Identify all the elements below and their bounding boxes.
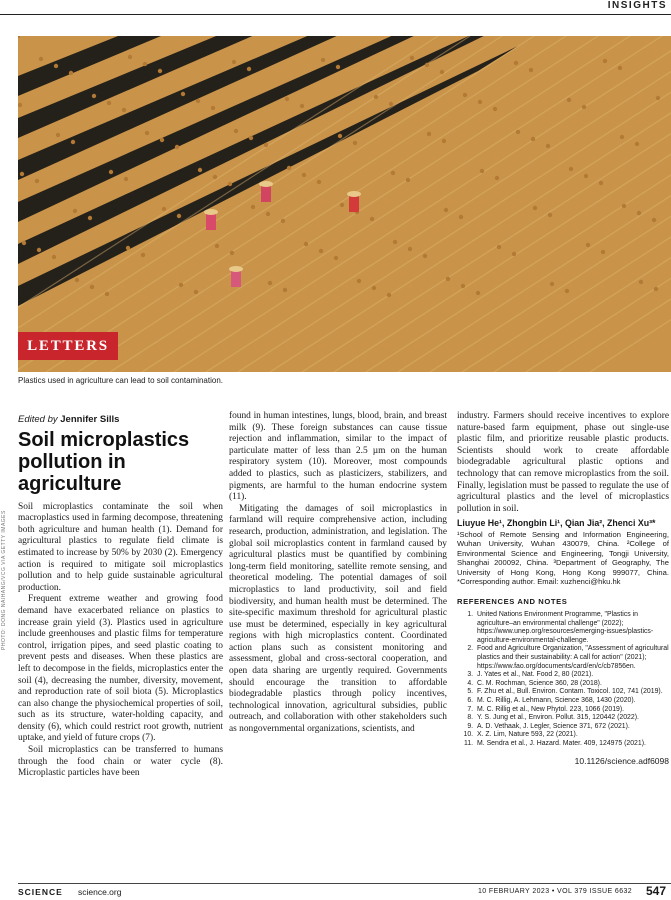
straw-tuft xyxy=(71,140,75,144)
straw-tuft xyxy=(177,214,181,218)
straw-tuft xyxy=(18,103,22,107)
straw-tuft xyxy=(285,97,289,101)
straw-tuft xyxy=(88,216,92,220)
paragraph: Mitigating the damages of soil microplastics in farmland will require comprehensive action, including research, production, administration, and legislation. The global soil microplastics content in farmland caused by agricultural plastics must be quantified by combining long-term field monitoring, satellite remote sensing, and theoretical modeling. The potential damages of soil microplastics to land productivity, soil and field biodiversity, and human health must be determined. The site-specific maximum threshold for agricultural plastic use must be determined, especially in key agricultural regions with high microplastics content. Coordinated action plans such as consistent monitoring and assessment, global and cross-sectoral cooperation, and open data sharing are urgently required. Governments should encourage the transition to affordable biodegradable plastics through policy incentives, technological innovation, agricultural subsidies, public outreach, and collaboration with other stakeholders such as nongovernmental organizations, scientists, and xyxy=(229,503,447,735)
straw-tuft xyxy=(622,204,626,208)
straw-tuft xyxy=(357,279,361,283)
references-heading: REFERENCES AND NOTES xyxy=(457,597,568,607)
straw-tuft xyxy=(601,250,605,254)
reference-item: 6. M. C. Rillig, A. Lehmann, Science 368, 1430 (2020). xyxy=(475,697,669,706)
straw-tuft xyxy=(321,58,325,62)
straw-tuft xyxy=(264,143,268,147)
straw-tuft xyxy=(639,280,643,284)
straw-tuft xyxy=(56,133,60,137)
reference-item: 7. M. C. Rillig et al., New Phytol. 223, 1066 (2019). xyxy=(475,706,669,715)
reference-item: 4. C. M. Rochman, Science 360, 28 (2018). xyxy=(475,680,669,689)
straw-tuft xyxy=(181,92,185,96)
straw-tuft xyxy=(37,248,41,252)
straw-tuft xyxy=(234,129,238,133)
farmer-figure xyxy=(347,191,361,212)
straw-tuft xyxy=(198,168,202,172)
straw-tuft xyxy=(478,100,482,104)
paragraph: Frequent extreme weather and growing food demand have exacerbated reliance on plastics to increase grain yield (3). Plastics used in agriculture include greenhouses and plastic films for temperature control, irrigation pipes, and seed plastic coating to prevent pests and diseases. When these plastics are left to decompose in the fields, microplastics enter the soil (4), decreasing the number, diversity, movement, and reproduction rate of soil biota (5). Microplastics can also change the physiochemical properties of soil, such as its structure, water-holding capacity, and density (6), which could restrict root growth, nutrient uptake, and yield of future crops (7). xyxy=(18,594,223,744)
straw-tuft xyxy=(194,290,198,294)
straw-tuft xyxy=(372,286,376,290)
straw-tuft xyxy=(128,55,132,59)
straw-tuft xyxy=(126,246,130,250)
straw-tuft xyxy=(391,171,395,175)
straw-tuft xyxy=(124,177,128,181)
edited-by-prefix: Edited by xyxy=(18,414,58,425)
paragraph: Soil microplastics can be transferred to humans through the food chain or water cycle (8). Microplastic particles have been xyxy=(18,745,223,779)
straw-tuft xyxy=(158,69,162,73)
straw-tuft xyxy=(230,251,234,255)
farmer-body xyxy=(206,214,216,230)
farmer-figure xyxy=(259,181,273,202)
doi: 10.1126/science.adf6098 xyxy=(574,756,669,767)
straw-tuft xyxy=(514,61,518,65)
straw-tuft xyxy=(175,145,179,149)
straw-tuft xyxy=(317,180,321,184)
column-1 xyxy=(18,414,223,780)
straw-tuft xyxy=(145,131,149,135)
straw-tuft xyxy=(620,135,624,139)
straw-tuft xyxy=(423,254,427,258)
column-2 xyxy=(229,411,447,736)
references-list xyxy=(457,611,669,749)
straw-tuft xyxy=(20,172,24,176)
section-tag: INSIGHTS xyxy=(607,0,667,11)
footer-site: science.org xyxy=(78,887,122,897)
straw-tuft xyxy=(54,64,58,68)
straw-tuft xyxy=(281,219,285,223)
straw-tuft xyxy=(353,141,357,145)
footer-journal: SCIENCE xyxy=(18,887,63,897)
straw-tuft xyxy=(512,252,516,256)
straw-tuft xyxy=(406,178,410,182)
top-rule xyxy=(0,14,671,15)
straw-tuft xyxy=(283,288,287,292)
straw-tuft xyxy=(52,255,56,259)
straw-tuft xyxy=(389,102,393,106)
straw-tuft xyxy=(569,167,573,171)
column-3 xyxy=(457,411,669,768)
straw-tuft xyxy=(567,98,571,102)
straw-tuft xyxy=(228,182,232,186)
straw-tuft xyxy=(92,94,96,98)
straw-tuft xyxy=(107,101,111,105)
letters-badge: LETTERS xyxy=(18,332,118,360)
editor-name: Jennifer Sills xyxy=(60,414,120,425)
straw-tuft xyxy=(196,99,200,103)
straw-tuft xyxy=(548,213,552,217)
field-illustration xyxy=(18,36,671,372)
footer-issue: 10 FEBRUARY 2023 • VOL 379 ISSUE 6632 xyxy=(478,888,633,895)
farmer-hat xyxy=(259,181,273,187)
feature-photo xyxy=(18,36,671,372)
straw-tuft xyxy=(75,278,79,282)
article-title: Soil microplastics pollution in agriculture xyxy=(18,428,190,495)
straw-tuft xyxy=(247,67,251,71)
reference-item: 10. X. Z. Lim, Nature 593, 22 (2021). xyxy=(475,731,669,740)
straw-tuft xyxy=(427,132,431,136)
straw-tuft xyxy=(635,142,639,146)
reference-item: 2. Food and Agriculture Organization, "Assessment of agricultural plastics and their sustainability: A call for action" (2021); https://www.fao.org/documents/card/en/c/cb7856en. xyxy=(475,645,669,671)
straw-tuft xyxy=(302,173,306,177)
straw-tuft xyxy=(35,179,39,183)
straw-tuft xyxy=(122,108,126,112)
paragraph: Soil microplastics contaminate the soil when macroplastics used in farming decompose, threatening both agriculture and human health (1). Demand for agricultural plastics to regulate field climate is estimated to increase by 50% by 2030 (2). Emergency action is required to mitigate soil microplastics pollution and to help guide sustainable agricultural production. xyxy=(18,501,223,593)
reference-item: 1. United Nations Environment Programme, "Plastics in agriculture–an environmental challenge" (2022); https://www.unep.org/resources/emerging-issues/plastics-agriculture-environmental-challenge. xyxy=(475,611,669,645)
straw-tuft xyxy=(266,212,270,216)
farmer-hat xyxy=(229,266,243,272)
straw-tuft xyxy=(179,283,183,287)
straw-tuft xyxy=(410,56,414,60)
paragraph: industry. Farmers should receive incentives to explore nature-based farm equipment, phase out single-use plastic film, and prioritize reusable plastic products. Scientists should work to create affordable biodegradable agricultural plastic options and technology that can remove microplastics from the soil. Finally, legislation must be passed to regulate the use of agricultural plastics and the level of microplastics pollution in soil. xyxy=(457,411,669,514)
straw-tuft xyxy=(446,277,450,281)
straw-tuft xyxy=(336,65,340,69)
straw-tuft xyxy=(160,138,164,142)
straw-tuft xyxy=(444,208,448,212)
straw-tuft xyxy=(105,292,109,296)
straw-tuft xyxy=(652,218,656,222)
straw-tuft xyxy=(232,60,236,64)
farmer-figure xyxy=(204,209,218,230)
edited-by xyxy=(18,414,223,426)
straw-tuft xyxy=(393,240,397,244)
straw-tuft xyxy=(654,287,658,291)
farmer-hat xyxy=(204,209,218,215)
straw-tuft xyxy=(374,95,378,99)
straw-tuft xyxy=(599,181,603,185)
straw-tuft xyxy=(533,206,537,210)
straw-tuft xyxy=(69,71,73,75)
straw-tuft xyxy=(268,281,272,285)
farmer-hat xyxy=(347,191,361,197)
straw-tuft xyxy=(300,104,304,108)
straw-tuft xyxy=(495,176,499,180)
straw-tuft xyxy=(516,130,520,134)
straw-tuft xyxy=(584,174,588,178)
straw-tuft xyxy=(90,285,94,289)
straw-tuft xyxy=(141,253,145,257)
straw-tuft xyxy=(440,70,444,74)
straw-tuft xyxy=(408,247,412,251)
page-number: 547 xyxy=(646,884,667,898)
straw-tuft xyxy=(215,244,219,248)
farmer-body xyxy=(261,186,271,202)
straw-tuft xyxy=(497,245,501,249)
straw-tuft xyxy=(476,291,480,295)
straw-tuft xyxy=(304,242,308,246)
straw-tuft xyxy=(387,293,391,297)
affiliations: ¹School of Remote Sensing and Information Engineering, Wuhan University, Wuhan 430079, China. ²College of Environmental Science and Engineering, Tongji University, Shanghai 200092, China. ³Department of Geography, The University of Hong Kong, Hong Kong 999077, China. *Corresponding author. Email: xuzhenci@hku.hk xyxy=(457,529,669,586)
straw-tuft xyxy=(319,249,323,253)
straw-tuft xyxy=(442,139,446,143)
straw-tuft xyxy=(529,68,533,72)
paragraph: found in human intestines, lungs, blood, brain, and breast milk (9). These foreign substances can cause tissue rejection and inflammation, similar to the impact of particulate matter of less than 2.5 µm on the human respiratory system (10). Moreover, most compounds added to plastics, such as plasticizers, stabilizers, and pigments, are harmful to the human endocrine system (11). xyxy=(229,411,447,503)
straw-tuft xyxy=(656,96,660,100)
straw-tuft xyxy=(73,209,77,213)
straw-tuft xyxy=(251,205,255,209)
straw-tuft xyxy=(109,170,113,174)
reference-item: 9. A. D. Vethaak, J. Legler, Science 371, 672 (2021). xyxy=(475,723,669,732)
straw-tuft xyxy=(463,93,467,97)
straw-tuft xyxy=(334,256,338,260)
reference-item: 11. M. Sendra et al., J. Hazard. Mater. 409, 124975 (2021). xyxy=(475,740,669,749)
straw-tuft xyxy=(22,241,26,245)
straw-tuft xyxy=(211,106,215,110)
straw-tuft xyxy=(213,175,217,179)
straw-tuft xyxy=(531,137,535,141)
straw-tuft xyxy=(287,166,291,170)
reference-item: 5. F. Zhu et al., Bull. Environ. Contam. Toxicol. 102, 741 (2019). xyxy=(475,688,669,697)
reference-item: 8. Y. S. Jung et al., Environ. Pollut. 315, 120442 (2022). xyxy=(475,714,669,723)
straw-tuft xyxy=(637,211,641,215)
photo-credit: PHOTO: DONG NAIHANG/VCG VIA GETTY IMAGES xyxy=(1,510,7,650)
photo-caption: Plastics used in agriculture can lead to soil contamination. xyxy=(18,376,223,385)
straw-tuft xyxy=(586,243,590,247)
author-list: Liuyue He¹, Zhongbin Li¹, Qian Jia², Zhenci Xu³* xyxy=(457,518,656,529)
straw-tuft xyxy=(546,144,550,148)
straw-tuft xyxy=(39,57,43,61)
farmer-figure xyxy=(229,266,243,287)
straw-tuft xyxy=(603,59,607,63)
straw-tuft xyxy=(618,66,622,70)
farmer-body xyxy=(349,196,359,212)
straw-tuft xyxy=(249,136,253,140)
straw-tuft xyxy=(143,62,147,66)
straw-tuft xyxy=(370,217,374,221)
straw-tuft xyxy=(459,215,463,219)
straw-tuft xyxy=(565,289,569,293)
straw-tuft xyxy=(480,169,484,173)
straw-tuft xyxy=(338,134,342,138)
straw-tuft xyxy=(550,282,554,286)
farmer-body xyxy=(231,271,241,287)
straw-tuft xyxy=(425,63,429,67)
straw-tuft xyxy=(461,284,465,288)
straw-tuft xyxy=(162,207,166,211)
straw-tuft xyxy=(582,105,586,109)
straw-tuft xyxy=(340,203,344,207)
straw-tuft xyxy=(493,107,497,111)
reference-item: 3. J. Yates et al., Nat. Food 2, 80 (2021). xyxy=(475,671,669,680)
footer-rule xyxy=(18,883,671,884)
